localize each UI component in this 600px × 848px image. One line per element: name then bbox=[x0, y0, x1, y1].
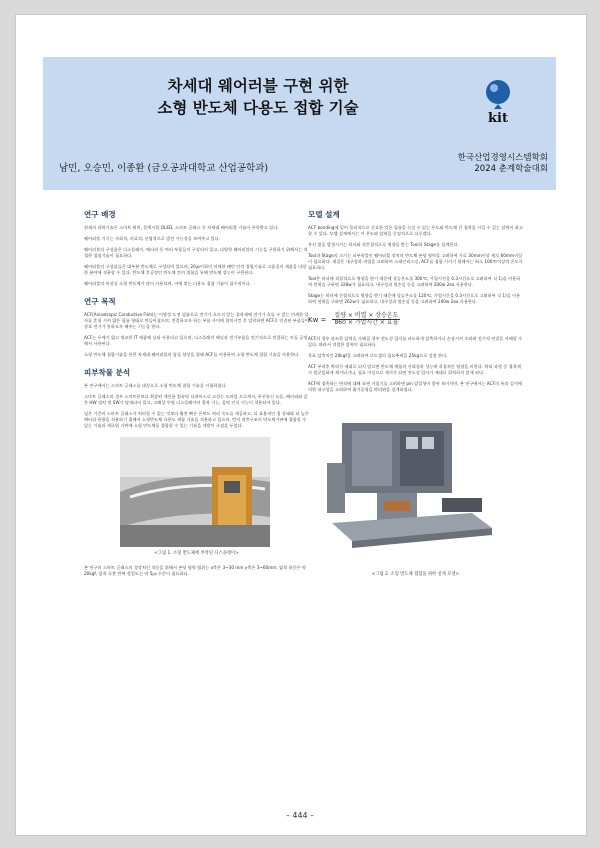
formula-fraction bbox=[332, 313, 400, 326]
conference-line-1: 한국산업경영시스템학회 bbox=[457, 153, 548, 163]
paragraph: ACF bonding에 있어 물리적으로 중요한 것은 필름을 녹일 수 있는 온도와 반도체 간 접착을 시킬 수 있는 압력이 하고 할 수 있다. 모델 설계에서는 이 온도와 압력을 중점적으로 다루겠다. bbox=[308, 225, 523, 236]
paragraph: 본 연구에서는 스마트 글래스를 대상으로 소형 반도체 접합 기술을 시험하였다. bbox=[84, 383, 227, 388]
paragraph: ACF에 접촉하는 면적에 대해 표면 거칠기를 고려하면 pin 압입형이 좋아 보이지만, 본 연구에서는 ACF의 폭과 길이에 의한 내구성을 고려하여 흡가공형을 박리판을 설계하였다. bbox=[308, 381, 522, 392]
paragraph: ACF 부착후 박리가 제대로 되지 않으면 반도체 제품의 신뢰성과 성능에 직접적인 영향을 미친다. 박리 과정 중 접착제가 불균일하게 제거되거나, 필요 이상으로 제거가 되면 전도성 입자가 제대로 위치하지 않게 된다. bbox=[308, 364, 521, 375]
formula-denominator: 860 × 가열시간 × 효율 bbox=[334, 319, 399, 326]
paragraph: 목표 압축치인 20kgf을 고려하여 로드셀의 필요추력을 25kg으로 설정 한다. bbox=[308, 353, 448, 358]
formula-lhs: Kw = bbox=[308, 315, 327, 324]
paragraph: 웨어러블의 구성품들은 대부분 반도체로 구성되어 있으며, 20㎛이하의 미세한 패턴 안의 접합기술로 고품질의 제품을 다양한 분야에 적용할 수 있다. 반도체 후공정인 반도체 간의 접합을 통해 반도체 성능이 구현된다. bbox=[84, 264, 307, 275]
title-line-2: 소형 반도체 다용도 접합 기술 bbox=[157, 99, 359, 117]
right-column bbox=[308, 210, 523, 586]
kit-logo bbox=[481, 75, 515, 125]
paragraph: 본 연구의 스마트 글래스의 경상처인 적동을 위해서 본딩 영역 범위는 x축은 3~30 mm y축은 3~60mm, 압착 하중은 약 20kgf, 압착 로봇 반복 정밀도는 약 5㎛ 수준이 필요하다. bbox=[84, 565, 306, 576]
paragraph: 임은 기존의 스마트 글래스가 처리할 수 있는 것보다 훨씬 빠른 온보드 처리 속도를 제공하고, 더 효율적인 접 상태와 더 높은 배터리 용량을 적용하기 위해서 소형반도체 다용도 제합 기술을 적용하고 있으며, 먼저 적층구조의 반도체기판에 접합할 수 있는 기술과 새로워 기판에 소형 반도체를 접합할 수 있는 기술을 개발이 초점을 두었다. bbox=[84, 411, 309, 428]
figure-1-photo bbox=[120, 437, 270, 547]
poster-title bbox=[43, 75, 473, 119]
figure-2-caption: <그림 2. 소형 반도체 접합을 위한 설계 모델> bbox=[371, 572, 460, 577]
figure-2-model bbox=[322, 403, 502, 568]
paragraph: Tool과 Stage의 크기는 피부착물인 웨어러블 장치의 반도체 본딩 영역을 고려하여 가로 30mm이상 세로 60mm이상이 필요하다. 재질은 내구성과 비열을 고려하여 스테인리스강, ACF를 접합 시키기 위해서는 최소 100℃이상의 온도가 필요하다. bbox=[308, 253, 523, 270]
paragraph: 현재의 과학기술은 스마트 워치, 플렉시블 OLED, 스마트 글래스 등 차세대 웨어러블 기술이 주목받고 있다. bbox=[84, 225, 279, 230]
left-column bbox=[84, 210, 309, 582]
paragraph: 웨어러블 기기는 사회적, 의료적, 산업적으로 발전 가능성을 보여주고 있다. bbox=[84, 236, 220, 241]
title-line-1: 차세대 웨어러블 구현 위한 bbox=[167, 77, 349, 95]
section-heading-background: 연구 배경 bbox=[84, 210, 116, 219]
paragraph: Tool은 히터에 직접적으로 영향을 받기 때문에 상승온도를 300℃, 가열시간을 0.3시간으로 고려하여 식 1)을 이용하여 전력을 구하면 328w가 필요하고, 내구성과 열손실 등을 고려하여 200w 2ea 사용한다. bbox=[308, 276, 521, 287]
display-photo-illustration bbox=[120, 437, 270, 547]
paragraph: 소형 반도체 접합기술을 통한 차세대 웨어러블의 품질 향상을 위해 ACF를 이용하여 소형 반도체 접합 기술을 사용한다. bbox=[84, 352, 300, 357]
logo-text: kit bbox=[488, 111, 508, 125]
author-list: 남민, 오승민, 이종환 (금오공과대학교 산업공학과) bbox=[59, 163, 269, 174]
paragraph: 스마트 글래스의 경우 스마트폰보다 획장된 개인용 컴퓨팅 디바이스로 고성능 모바일 프로세서, 무선통신 모듈, 배터리와 같은 HW 정치 및 SW가 탑재되어 있고, 고해상 투명 디스플레이어 광학 기능, 음악 인식 기능이 적용되어 있다. bbox=[84, 394, 308, 405]
figure-1-caption: <그림 1. 소형 반도체에 부착된 디스플레이> bbox=[154, 551, 239, 556]
conference-name bbox=[458, 153, 548, 175]
section-heading-analysis: 피부착물 분석 bbox=[84, 368, 131, 377]
paragraph: 웨어러블의 구성품은 디스플레이, 배터리 등 여러 부품들이 구성되어 있고, 다양한 웨어러블의 기능을 구현하기 위해서는 적절한 접합기술이 필요하다. bbox=[84, 247, 308, 258]
paragraph: 우선 열을 발생시키는 히터와 직간접적으로 영향을 받는 Tool과 Stage를 설계한다. bbox=[308, 242, 459, 247]
paragraph: 웨어러블의 특성상 소형 반도체가 많이 사용되며, 이에 맞는 다용도 접합 기술이 필수적이다. bbox=[84, 281, 251, 286]
paragraph: Stage는 히터에 간접적으로 영향을 받기 때문에 상승온도를 120℃, 가열시간을 0.3시간으로 고려하여 식 1)을 이용하여 전력을 구하면 262w가 필요하고, 내구성과 열손실 등을 고려하여 200w 2ea 사용한다. bbox=[308, 293, 521, 304]
paragraph: ACF는 두께가 얇고 정교한 IT 제품에 널리 사용되고 있으며, 디스플레이 패널과 전기부품을 전기적으로 연결하는 모듈 공정에서 사용된다. bbox=[84, 335, 308, 346]
authors-banner bbox=[43, 150, 556, 190]
bonding-machine-illustration bbox=[322, 403, 502, 568]
power-formula bbox=[308, 313, 523, 326]
formula-numerator: 질량 × 비열 × 상승온도 bbox=[334, 312, 399, 319]
section-heading-purpose: 연구 목적 bbox=[84, 297, 116, 306]
paragraph: ACF(Anisotropic Conductive Film)는 이방성 도전 필름으로 전기가 흐르지 않는 접착제에 전기가 흐를 수 있는 미세한 입자를 혼합 시켜 얇은 필름 형태로 만들어졌으며, 연결하고자 하는 부품 사이에 위치시킨 후 압착하면 ACF로 연결된 부품들이 상호 전기가 통하도록 해주는 기능을 한다. bbox=[84, 312, 309, 329]
title-banner bbox=[43, 57, 556, 154]
section-heading-design: 모델 설계 bbox=[308, 210, 340, 219]
page-number: – 444 – bbox=[285, 811, 315, 820]
conference-line-2: 2024 춘계학술대회 bbox=[474, 164, 548, 174]
paragraph: ACF의 경우 과도한 압력을 가해질 경우 전도성 입자를 파도하게 압축하거나 손상시켜 오히려 전기적 연결을 저해할 수 있다. 따라서 적절한 압력이 필요하다. bbox=[308, 336, 523, 347]
